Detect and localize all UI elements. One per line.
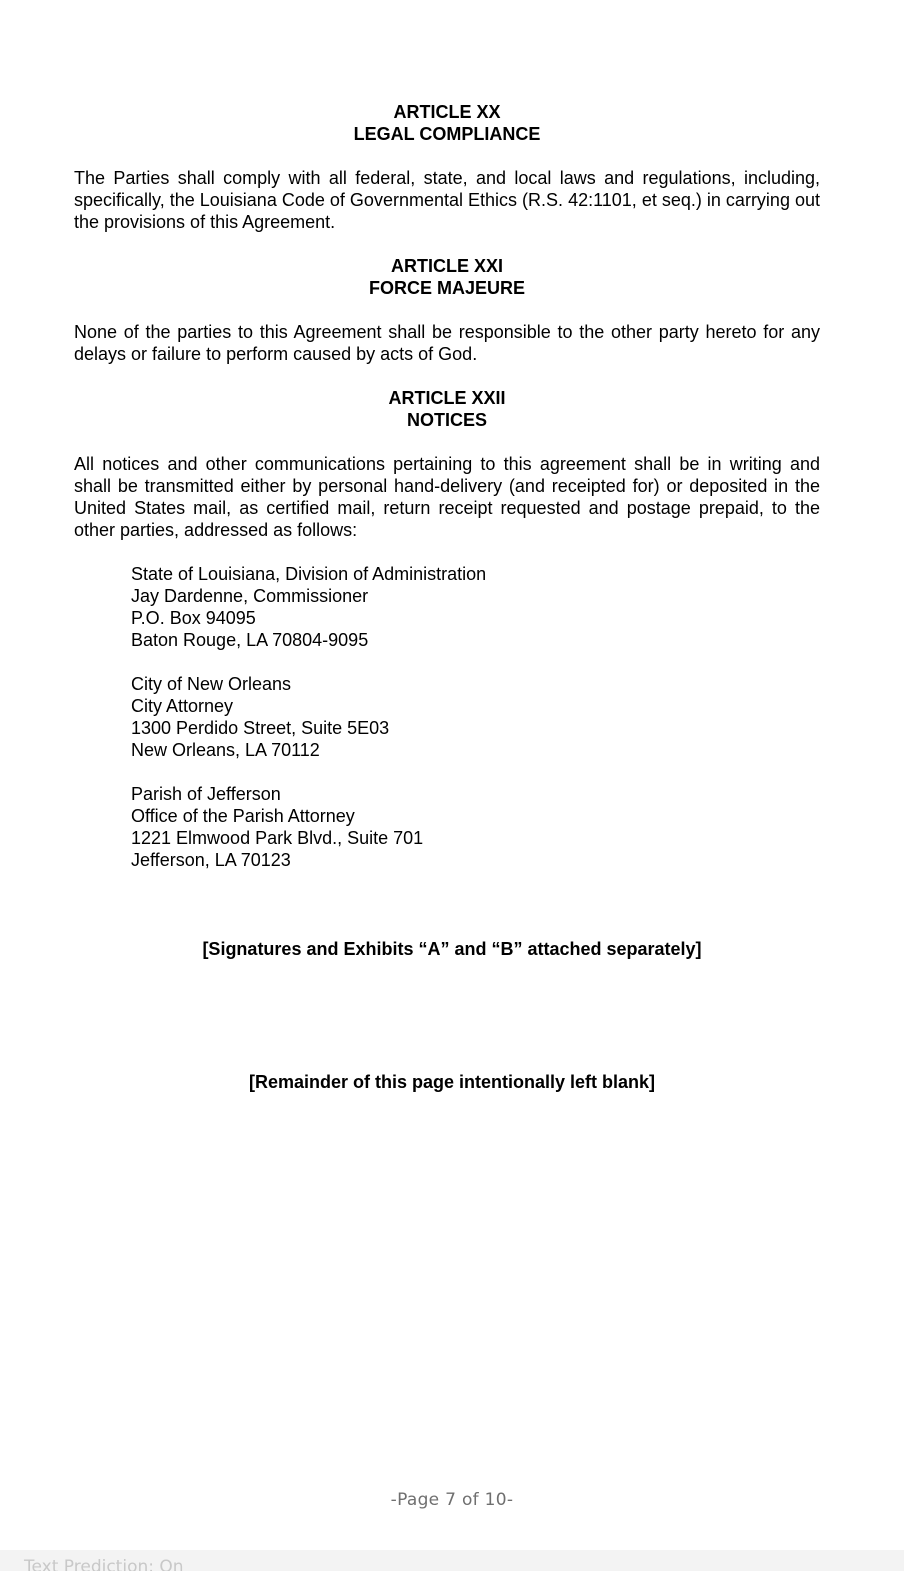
- article-xx-body: The Parties shall comply with all federal, state, and local laws and regulations, including, specifically, the Louisiana Code of Governmental Ethics (R.S. 42:1101, et seq.) in carrying out the provisions of this Agreement.: [74, 168, 820, 232]
- address-line: City Attorney: [131, 696, 234, 716]
- address-line: New Orleans, LA 70112: [131, 740, 320, 760]
- signatures-note: [Signatures and Exhibits “A” and “B” attached separately]: [202, 939, 702, 959]
- document-page: [74, 101, 820, 893]
- article-number: ARTICLE XXII: [388, 388, 506, 408]
- article-number: ARTICLE XXI: [390, 256, 503, 276]
- address-line: 1300 Perdido Street, Suite 5E03: [131, 718, 390, 738]
- address-line: State of Louisiana, Division of Administration: [131, 564, 487, 584]
- address-block-parish: [131, 783, 820, 871]
- page-number: -Page 7 of 10-: [390, 1490, 514, 1510]
- address-line: Jay Dardenne, Commissioner: [131, 586, 369, 606]
- article-xxii-heading: [74, 387, 820, 431]
- article-title: FORCE MAJEURE: [368, 278, 525, 298]
- address-line: Jefferson, LA 70123: [131, 850, 291, 870]
- remainder-note: [Remainder of this page intentionally left blank]: [248, 1072, 656, 1092]
- address-line: Baton Rouge, LA 70804-9095: [131, 630, 369, 650]
- address-block-state: [131, 563, 820, 651]
- text-prediction-status[interactable]: Text Prediction: On: [24, 1557, 184, 1571]
- article-xxii-body: All notices and other communications pertaining to this agreement shall be in writing and shall be transmitted either by personal hand-delivery (and receipted for) or deposited in the United States mail, as certified mail, return receipt requested and postage prepaid, to the other parties, addressed as follows:: [74, 454, 820, 540]
- article-title: NOTICES: [406, 410, 487, 430]
- address-line: City of New Orleans: [131, 674, 292, 694]
- status-bar: [0, 1550, 904, 1571]
- address-line: P.O. Box 94095: [131, 608, 256, 628]
- article-xx-heading: [74, 101, 820, 145]
- article-title: LEGAL COMPLIANCE: [353, 124, 541, 144]
- address-line: Parish of Jefferson: [131, 784, 281, 804]
- article-xxi-heading: [74, 255, 820, 299]
- address-line: 1221 Elmwood Park Blvd., Suite 701: [131, 828, 424, 848]
- article-number: ARTICLE XX: [393, 102, 501, 122]
- article-xxi-body: None of the parties to this Agreement shall be responsible to the other party hereto for any delays or failure to perform caused by acts of God.: [74, 322, 820, 364]
- address-line: Office of the Parish Attorney: [131, 806, 355, 826]
- address-block-city: [131, 673, 820, 761]
